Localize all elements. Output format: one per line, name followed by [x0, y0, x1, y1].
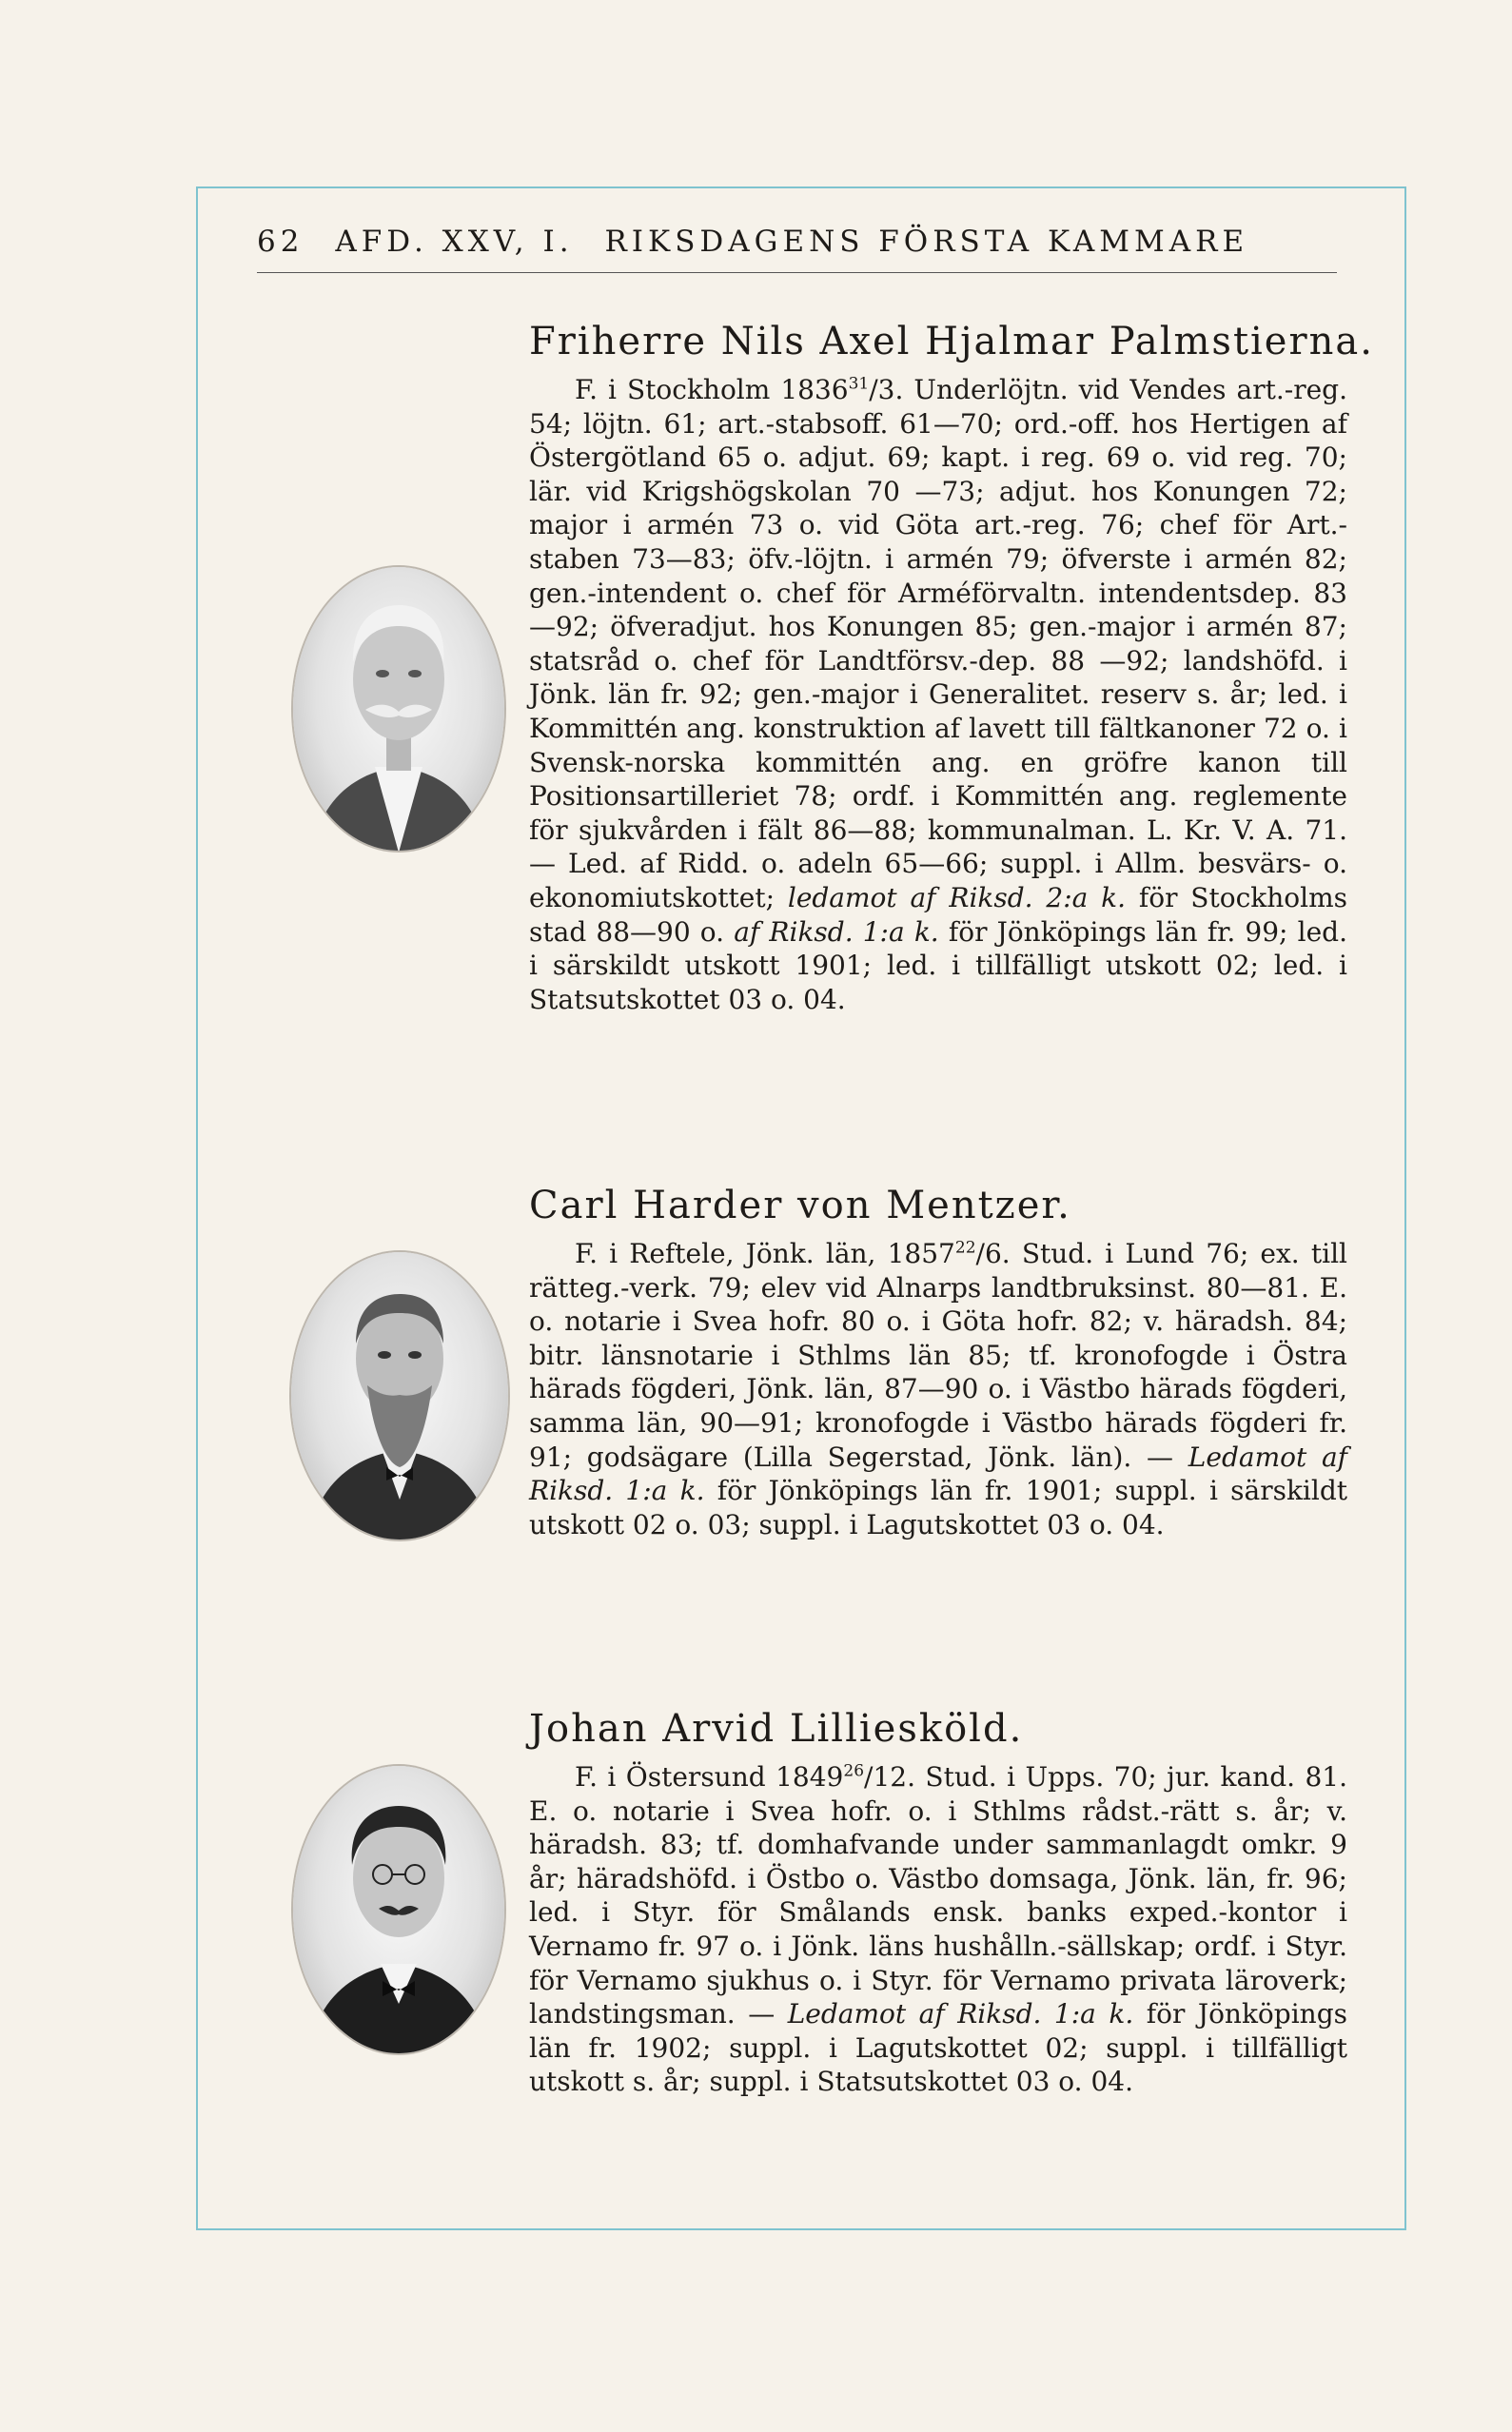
portrait-von-mentzer [291, 1252, 508, 1540]
entry-lillieskold [529, 1707, 1347, 2099]
entry-name: Johan Arvid Lilliesköld. [529, 1707, 1024, 1751]
page-number: 62 [257, 225, 304, 259]
portrait-palmstierna [293, 567, 504, 851]
portrait-palmstierna-image [293, 567, 504, 851]
entry-von-mentzer [529, 1184, 1347, 1541]
entry-name: Carl Harder von Mentzer. [529, 1184, 1071, 1227]
entry-biography: F. i Reftele, Jönk. län, 1857$^{22}$/6. Stud. i Lund 76; ex. till rätteg.-verk. 79; elev vid Alnarps landtbruksinst. 80—81. E. o. notarie i Svea hofr. 80 o. i Göta hofr. 82; v. häradsh. 84; bitr. länsnotarie i Sthlms län 85; tf. kronofogde i Östra härads fögderi, Jönk. län, 87—90 o. i Västbo härads fögderi, samma län, 90—91; kronofogde i Västbo härads fögderi fr. 91; godsägare (Lilla Segerstad, Jönk. län). — Ledamot af Riksd. 1:a k. för Jönköpings län fr. 1901; suppl. i särskildt utskott 02 o. 03; suppl. i Lagutskottet 03 o. 04. [529, 1238, 1347, 1540]
portrait-lillieskold-image [293, 1766, 504, 2053]
header-rule [257, 272, 1337, 273]
entry-biography: F. i Östersund 1849$^{26}$/12. Stud. i Upps. 70; jur. kand. 81. E. o. notarie i Svea hofr. o. i Sthlms rådst.-rätt s. år; v. häradsh. 83; tf. domhafvande under sammanlagdt omkr. 9 år; häradshöfd. i Östbo o. Västbo domsaga, Jönk. län, fr. 96; led. i Styr. för Smålands ensk. banks exped.-kontor i Vernamo fr. 97 o. i Jönk. läns hushålln.-sällskap; ordf. i Styr. för Vernamo sjukhus o. i Styr. för Vernamo privata läroverk; landstingsman. — Ledamot af Riksd. 1:a k. för Jönköpings län fr. 1902; suppl. i Lagutskottet 02; suppl. i tillfälligt utskott s. år; suppl. i Statsutskottet 03 o. 04. [529, 1761, 1347, 2098]
section-label: AFD. XXV, I. [335, 225, 574, 259]
portrait-von-mentzer-image [291, 1252, 508, 1540]
running-title: RIKSDAGENS FÖRSTA KAMMARE [604, 225, 1249, 259]
entry-biography: F. i Stockholm 1836$^{31}$/3. Underlöjtn. vid Vendes art.-reg. 54; löjtn. 61; art.-stabsoff. 61—70; ord.-off. hos Hertigen af Östergötland 65 o. adjut. 69; kapt. i reg. 69 o. vid reg. 70; lär. vid Krigshögskolan 70 —73; adjut. hos Konungen 72; major i armén 73 o. vid Göta art.-reg. 76; chef för Art.-staben 73—83; öfv.-löjtn. i armén 79; öfverste i armén 82; gen.-intendent o. chef för Arméförvaltn. intendentsdep. 83—92; öfveradjut. hos Konungen 85; gen.-major i armén 87; statsråd o. chef för Landtförsv.-dep. 88 —92; landshöfd. i Jönk. län fr. 92; gen.-major i Generalitet. reserv s. år; led. i Kommittén ang. konstruktion af lavett till fältkanoner 72 o. i Svensk-norska kommittén ang. en gröfre kanon till Positionsartilleriet 78; ordf. i Kommittén ang. reglemente för sjukvården i fält 86—88; kommunalman. L. Kr. V. A. 71. — Led. af Ridd. o. adeln 65—66; suppl. i Allm. besvärs- o. ekonomiutskottet; ledamot af Riksd. 2:a k. för Stockholms stad 88—90 o. af Riksd. 1:a k. för Jönköpings län fr. 99; led. i särskildt utskott 1901; led. i tillfälligt utskott 02; led. i Statsutskottet 03 o. 04. [529, 374, 1348, 1015]
portrait-lillieskold [293, 1766, 504, 2053]
entry-palmstierna [529, 320, 1374, 1016]
page-header [257, 225, 1332, 259]
entry-name: Friherre Nils Axel Hjalmar Palmstierna. [529, 320, 1374, 363]
